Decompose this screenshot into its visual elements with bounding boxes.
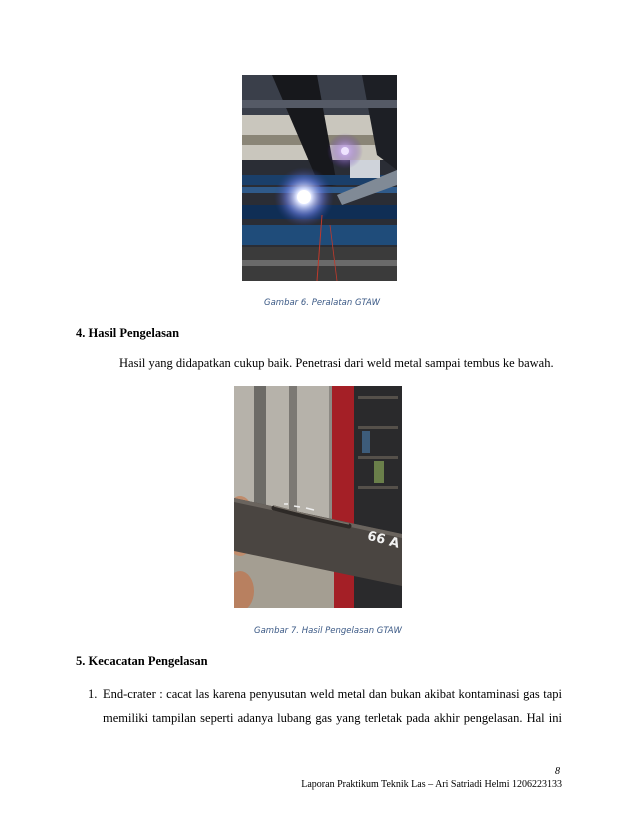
page-footer: Laporan Praktikum Teknik Las – Ari Satriadi Helmi 1206223133	[301, 779, 562, 790]
list-item-line-2: memiliki tampilan seperti adanya lubang gas yang terletak pada akhir pengelasan. Hal ini	[103, 711, 562, 725]
list-item-line-1: End-crater : cacat las karena penyusutan weld metal dan bukan akibat kontaminasi gas tapi	[103, 687, 562, 701]
section-4-paragraph: Hasil yang didapatkan cukup baik. Penetrasi dari weld metal sampai tembus ke bawah.	[119, 356, 554, 370]
figure-7-caption: Gambar 7. Hasil Pengelasan GTAW	[254, 626, 402, 636]
list-item-number: 1.	[88, 687, 98, 701]
page-number: 8	[555, 766, 560, 777]
section-4-heading: 4. Hasil Pengelasan	[76, 326, 180, 340]
figure-weld-result-photo	[234, 386, 402, 608]
figure-gtaw-equipment-photo	[242, 75, 397, 281]
figure-6-caption: Gambar 6. Peralatan GTAW	[264, 298, 381, 308]
plate-marking: 66 A	[365, 528, 402, 552]
section-5-heading: 5. Kecacatan Pengelasan	[76, 654, 208, 668]
